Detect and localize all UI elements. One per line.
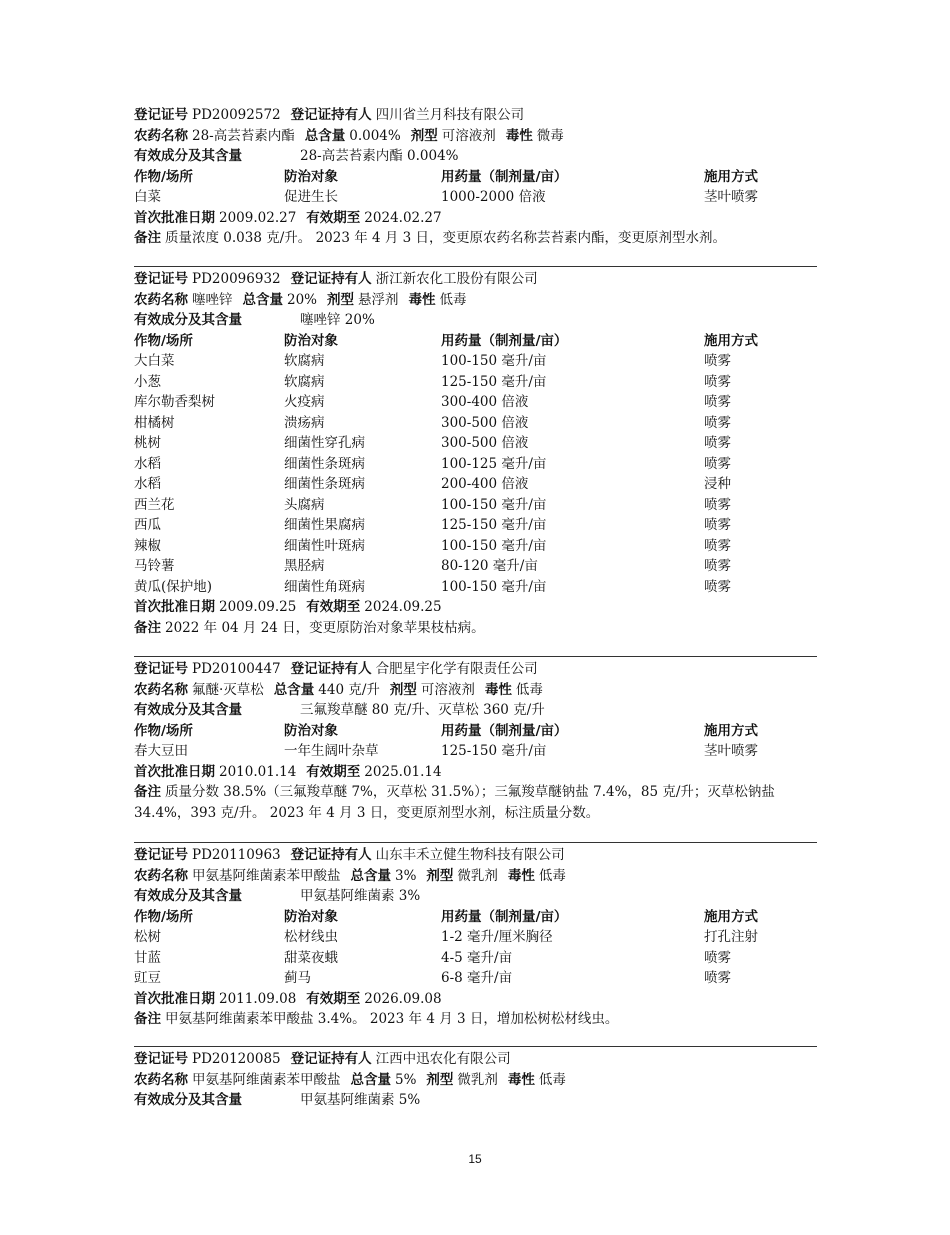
form-value: 微乳剂 xyxy=(457,1071,498,1088)
divider xyxy=(134,1046,817,1047)
crop-cell: 库尔勒香梨树 xyxy=(134,394,215,410)
method-cell: 喷雾 xyxy=(704,373,731,390)
holder-label: 登记证持有人 xyxy=(290,1051,372,1067)
note-line xyxy=(134,1009,817,1030)
form-value: 可溶液剂 xyxy=(420,681,475,698)
dosage-header: 用药量（制剂量/亩） xyxy=(441,908,568,925)
crop-cell: 水稻 xyxy=(134,455,161,472)
reg-no-value: PD20092572 xyxy=(192,107,281,123)
table-row xyxy=(134,515,817,536)
product-line xyxy=(134,680,817,701)
note-line xyxy=(134,228,817,249)
table-row xyxy=(134,413,817,434)
method-cell: 喷雾 xyxy=(704,435,731,451)
note-line xyxy=(134,782,817,824)
target-cell: 蓟马 xyxy=(284,970,311,986)
dosage-cell: 100-150 毫升/亩 xyxy=(441,578,547,595)
target-cell: 溃疡病 xyxy=(284,414,325,431)
toxicity-label: 毒性 xyxy=(507,867,535,884)
note-value: 质量浓度 0.038 克/升。 2023 年 4 月 3 日，变更原农药名称芸苔素内酯，变更原剂型水剂。 xyxy=(165,230,727,246)
effective-line xyxy=(134,1090,817,1111)
method-header: 施用方式 xyxy=(704,332,758,349)
crop-cell: 辣椒 xyxy=(134,537,161,554)
total-value: 3% xyxy=(395,867,417,884)
crop-header: 作物/场所 xyxy=(134,722,193,739)
dosage-cell: 100-125 毫升/亩 xyxy=(441,455,547,472)
method-cell: 喷雾 xyxy=(704,578,731,595)
name-value: 28-高芸苔素内酯 xyxy=(192,127,295,144)
name-value: 甲氨基阿维菌素苯甲酸盐 xyxy=(192,1071,341,1088)
target-header: 防治对象 xyxy=(284,908,338,925)
toxicity-value: 低毒 xyxy=(538,867,566,884)
dosage-cell: 100-150 毫升/亩 xyxy=(441,496,547,513)
method-header: 施用方式 xyxy=(704,722,758,739)
toxicity-value: 低毒 xyxy=(515,681,543,698)
method-cell: 喷雾 xyxy=(704,414,731,431)
dosage-cell: 4-5 毫升/亩 xyxy=(441,949,513,966)
valid-value: 2024.02.27 xyxy=(364,209,442,226)
reg-no-value: PD20120085 xyxy=(192,1051,281,1067)
approval-value: 2009.09.25 xyxy=(219,599,297,615)
effective-value: 28-高芸苔素内酯 0.004% xyxy=(300,148,459,164)
total-value: 5% xyxy=(395,1071,417,1088)
method-cell: 打孔注射 xyxy=(704,929,758,945)
reg-no-label: 登记证号 xyxy=(134,661,188,677)
dosage-header: 用药量（制剂量/亩） xyxy=(441,168,568,185)
target-cell: 火疫病 xyxy=(284,394,325,410)
effective-value: 三氟羧草醚 80 克/升、灭草松 360 克/升 xyxy=(300,702,545,718)
reg-no-value: PD20100447 xyxy=(192,661,281,677)
target-cell: 细菌性条斑病 xyxy=(284,455,365,472)
product-line xyxy=(134,290,817,311)
note-label: 备注 xyxy=(134,230,161,246)
crop-cell: 松树 xyxy=(134,929,161,945)
holder-label: 登记证持有人 xyxy=(290,661,372,677)
method-cell: 浸种 xyxy=(704,476,731,492)
table-row xyxy=(134,556,817,577)
crop-cell: 小葱 xyxy=(134,373,161,390)
method-cell: 喷雾 xyxy=(704,517,731,533)
approval-label: 首次批准日期 xyxy=(134,599,215,615)
target-cell: 软腐病 xyxy=(284,373,325,390)
dosage-cell: 300-500 倍液 xyxy=(441,435,529,451)
method-cell: 喷雾 xyxy=(704,455,731,472)
note-label: 备注 xyxy=(134,619,161,636)
dosage-cell: 6-8 毫升/亩 xyxy=(441,970,513,986)
reg-no-label: 登记证号 xyxy=(134,1051,188,1067)
holder-value: 江西中迅农化有限公司 xyxy=(375,1051,511,1067)
total-label: 总含量 xyxy=(242,291,283,308)
valid-label: 有效期至 xyxy=(306,990,361,1007)
toxicity-label: 毒性 xyxy=(408,291,436,308)
name-label: 农药名称 xyxy=(134,681,188,698)
dosage-cell: 200-400 倍液 xyxy=(441,476,529,492)
registration-entry xyxy=(134,845,817,1030)
crop-cell: 黄瓜(保护地) xyxy=(134,578,213,595)
page-number: 15 xyxy=(468,1152,482,1166)
table-row xyxy=(134,372,817,393)
name-value: 氟醚·灭草松 xyxy=(192,681,264,698)
effective-label: 有效成分及其含量 xyxy=(134,1092,242,1108)
registration-entry xyxy=(134,659,817,824)
effective-line xyxy=(134,886,817,907)
target-cell: 细菌性穿孔病 xyxy=(284,435,365,451)
usage-table-header xyxy=(134,331,817,352)
table-row xyxy=(134,536,817,557)
crop-header: 作物/场所 xyxy=(134,908,193,925)
reg-line xyxy=(134,845,817,866)
valid-label: 有效期至 xyxy=(306,599,361,615)
name-value: 甲氨基阿维菌素苯甲酸盐 xyxy=(192,867,341,884)
target-header: 防治对象 xyxy=(284,168,338,185)
toxicity-value: 微毒 xyxy=(536,127,564,144)
target-cell: 黑胫病 xyxy=(284,558,325,574)
divider xyxy=(134,842,817,843)
form-label: 剂型 xyxy=(410,127,438,144)
valid-label: 有效期至 xyxy=(306,763,361,780)
toxicity-label: 毒性 xyxy=(505,127,533,144)
crop-cell: 西兰花 xyxy=(134,496,175,513)
name-label: 农药名称 xyxy=(134,867,188,884)
holder-value: 合肥星宇化学有限责任公司 xyxy=(375,661,538,677)
target-cell: 细菌性果腐病 xyxy=(284,517,365,533)
target-cell: 甜菜夜蛾 xyxy=(284,949,338,966)
effective-label: 有效成分及其含量 xyxy=(134,148,242,164)
target-header: 防治对象 xyxy=(284,332,338,349)
dosage-cell: 125-150 毫升/亩 xyxy=(441,373,547,390)
valid-value: 2024.09.25 xyxy=(364,599,442,615)
form-value: 可溶液剂 xyxy=(441,127,496,144)
form-value: 悬浮剂 xyxy=(358,291,399,308)
holder-label: 登记证持有人 xyxy=(290,847,372,863)
total-value: 20% xyxy=(287,291,318,308)
target-cell: 细菌性条斑病 xyxy=(284,476,365,492)
total-label: 总含量 xyxy=(304,127,346,144)
table-row xyxy=(134,187,817,208)
effective-line xyxy=(134,310,817,331)
table-row xyxy=(134,433,817,454)
total-label: 总含量 xyxy=(273,681,315,698)
holder-value: 四川省兰月科技有限公司 xyxy=(375,107,525,123)
registration-entry xyxy=(134,1049,817,1111)
name-label: 农药名称 xyxy=(134,127,188,144)
total-label: 总含量 xyxy=(350,1071,391,1088)
crop-cell: 大白菜 xyxy=(134,353,175,369)
valid-value: 2025.01.14 xyxy=(364,763,442,780)
method-cell: 喷雾 xyxy=(704,353,731,369)
reg-no-value: PD20110963 xyxy=(192,847,281,863)
method-cell: 喷雾 xyxy=(704,394,731,410)
effective-value: 甲氨基阿维菌素 5% xyxy=(300,1092,421,1108)
note-line xyxy=(134,618,817,639)
crop-cell: 水稻 xyxy=(134,476,161,492)
table-row xyxy=(134,474,817,495)
target-cell: 一年生阔叶杂草 xyxy=(284,743,379,759)
note-value: 2022 年 04 月 24 日，变更原防治对象苹果枝枯病。 xyxy=(165,619,485,636)
form-label: 剂型 xyxy=(426,867,454,884)
reg-no-label: 登记证号 xyxy=(134,271,188,287)
dosage-cell: 100-150 毫升/亩 xyxy=(441,537,547,554)
dosage-cell: 125-150 毫升/亩 xyxy=(441,743,547,759)
dosage-cell: 80-120 毫升/亩 xyxy=(441,558,538,574)
note-value: 质量分数 38.5%（三氟羧草醚 7%，灭草松 31.5%）；三氟羧草醚钠盐 7.4%，85 克/升；灭草松钠盐 34.4%，393 克/升。 2023 年 4 月 3 日，变更原剂型水剂，标注质量分数。 xyxy=(134,784,775,821)
usage-table-header xyxy=(134,907,817,928)
table-row xyxy=(134,741,817,762)
approval-line xyxy=(134,989,817,1010)
approval-value: 2011.09.08 xyxy=(219,990,297,1007)
method-cell: 喷雾 xyxy=(704,949,731,966)
product-line xyxy=(134,126,817,147)
registration-entry xyxy=(134,269,817,639)
crop-cell: 桃树 xyxy=(134,435,161,451)
method-cell: 喷雾 xyxy=(704,970,731,986)
method-cell: 茎叶喷雾 xyxy=(704,743,758,759)
valid-label: 有效期至 xyxy=(306,209,361,226)
crop-header: 作物/场所 xyxy=(134,168,193,185)
crop-cell: 豇豆 xyxy=(134,970,161,986)
reg-line xyxy=(134,105,817,126)
reg-no-label: 登记证号 xyxy=(134,107,188,123)
form-label: 剂型 xyxy=(327,291,355,308)
note-label: 备注 xyxy=(134,1011,161,1027)
effective-value: 甲氨基阿维菌素 3% xyxy=(300,888,421,904)
dosage-cell: 300-400 倍液 xyxy=(441,394,529,410)
dosage-cell: 125-150 毫升/亩 xyxy=(441,517,547,533)
effective-line xyxy=(134,146,817,167)
name-label: 农药名称 xyxy=(134,291,188,308)
note-label: 备注 xyxy=(134,784,161,800)
total-value: 0.004% xyxy=(349,127,401,144)
table-row xyxy=(134,927,817,948)
holder-value: 浙江新农化工股份有限公司 xyxy=(375,271,538,287)
product-line xyxy=(134,866,817,887)
reg-line xyxy=(134,269,817,290)
form-value: 微乳剂 xyxy=(457,867,498,884)
crop-cell: 柑橘树 xyxy=(134,414,175,431)
method-header: 施用方式 xyxy=(704,908,758,925)
divider xyxy=(134,266,817,267)
reg-line xyxy=(134,1049,817,1070)
table-row xyxy=(134,392,817,413)
crop-cell: 甘蓝 xyxy=(134,949,161,966)
total-value: 440 克/升 xyxy=(318,681,380,698)
holder-value: 山东丰禾立健生物科技有限公司 xyxy=(375,847,565,863)
approval-line xyxy=(134,762,817,783)
table-row xyxy=(134,454,817,475)
holder-label: 登记证持有人 xyxy=(290,271,372,287)
reg-no-label: 登记证号 xyxy=(134,847,188,863)
reg-no-value: PD20096932 xyxy=(192,271,281,287)
method-cell: 喷雾 xyxy=(704,537,731,554)
dosage-cell: 1-2 毫升/厘米胸径 xyxy=(441,929,553,945)
method-cell: 喷雾 xyxy=(704,496,731,513)
target-header: 防治对象 xyxy=(284,722,338,739)
dosage-cell: 100-150 毫升/亩 xyxy=(441,353,547,369)
crop-cell: 西瓜 xyxy=(134,517,161,533)
holder-label: 登记证持有人 xyxy=(290,107,372,123)
table-row xyxy=(134,948,817,969)
valid-value: 2026.09.08 xyxy=(364,990,442,1007)
dosage-cell: 1000-2000 倍液 xyxy=(441,189,546,205)
name-value: 噻唑锌 xyxy=(192,291,233,308)
approval-label: 首次批准日期 xyxy=(134,990,215,1007)
method-cell: 喷雾 xyxy=(704,558,731,574)
product-line xyxy=(134,1070,817,1091)
usage-table-header xyxy=(134,721,817,742)
dosage-header: 用药量（制剂量/亩） xyxy=(441,722,568,739)
effective-label: 有效成分及其含量 xyxy=(134,312,242,328)
form-label: 剂型 xyxy=(389,681,417,698)
toxicity-label: 毒性 xyxy=(507,1071,535,1088)
toxicity-value: 低毒 xyxy=(538,1071,566,1088)
approval-line xyxy=(134,597,817,618)
target-cell: 细菌性叶斑病 xyxy=(284,537,365,554)
table-row xyxy=(134,577,817,598)
name-label: 农药名称 xyxy=(134,1071,188,1088)
dosage-header: 用药量（制剂量/亩） xyxy=(441,332,568,349)
effective-value: 噻唑锌 20% xyxy=(300,312,375,328)
reg-line xyxy=(134,659,817,680)
crop-cell: 春大豆田 xyxy=(134,743,188,759)
method-cell: 茎叶喷雾 xyxy=(704,189,758,205)
total-label: 总含量 xyxy=(350,867,391,884)
table-row xyxy=(134,495,817,516)
approval-label: 首次批准日期 xyxy=(134,763,215,780)
effective-label: 有效成分及其含量 xyxy=(134,702,242,718)
approval-label: 首次批准日期 xyxy=(134,209,215,226)
crop-cell: 马铃薯 xyxy=(134,558,175,574)
approval-line xyxy=(134,208,817,229)
target-cell: 促进生长 xyxy=(284,189,338,205)
crop-cell: 白菜 xyxy=(134,189,161,205)
method-header: 施用方式 xyxy=(704,168,758,185)
target-cell: 细菌性角斑病 xyxy=(284,578,365,595)
target-cell: 松材线虫 xyxy=(284,929,338,945)
target-cell: 头腐病 xyxy=(284,496,325,513)
form-label: 剂型 xyxy=(426,1071,454,1088)
dosage-cell: 300-500 倍液 xyxy=(441,414,529,431)
table-row xyxy=(134,351,817,372)
crop-header: 作物/场所 xyxy=(134,332,193,349)
divider xyxy=(134,656,817,657)
approval-value: 2009.02.27 xyxy=(219,209,297,226)
usage-table-header xyxy=(134,167,817,188)
toxicity-value: 低毒 xyxy=(439,291,467,308)
approval-value: 2010.01.14 xyxy=(219,763,297,780)
effective-line xyxy=(134,700,817,721)
effective-label: 有效成分及其含量 xyxy=(134,888,242,904)
target-cell: 软腐病 xyxy=(284,353,325,369)
registration-entry xyxy=(134,105,817,249)
table-row xyxy=(134,968,817,989)
note-value: 甲氨基阿维菌素苯甲酸盐 3.4%。 2023 年 4 月 3 日，增加松树松材线虫。 xyxy=(165,1011,619,1027)
toxicity-label: 毒性 xyxy=(484,681,512,698)
